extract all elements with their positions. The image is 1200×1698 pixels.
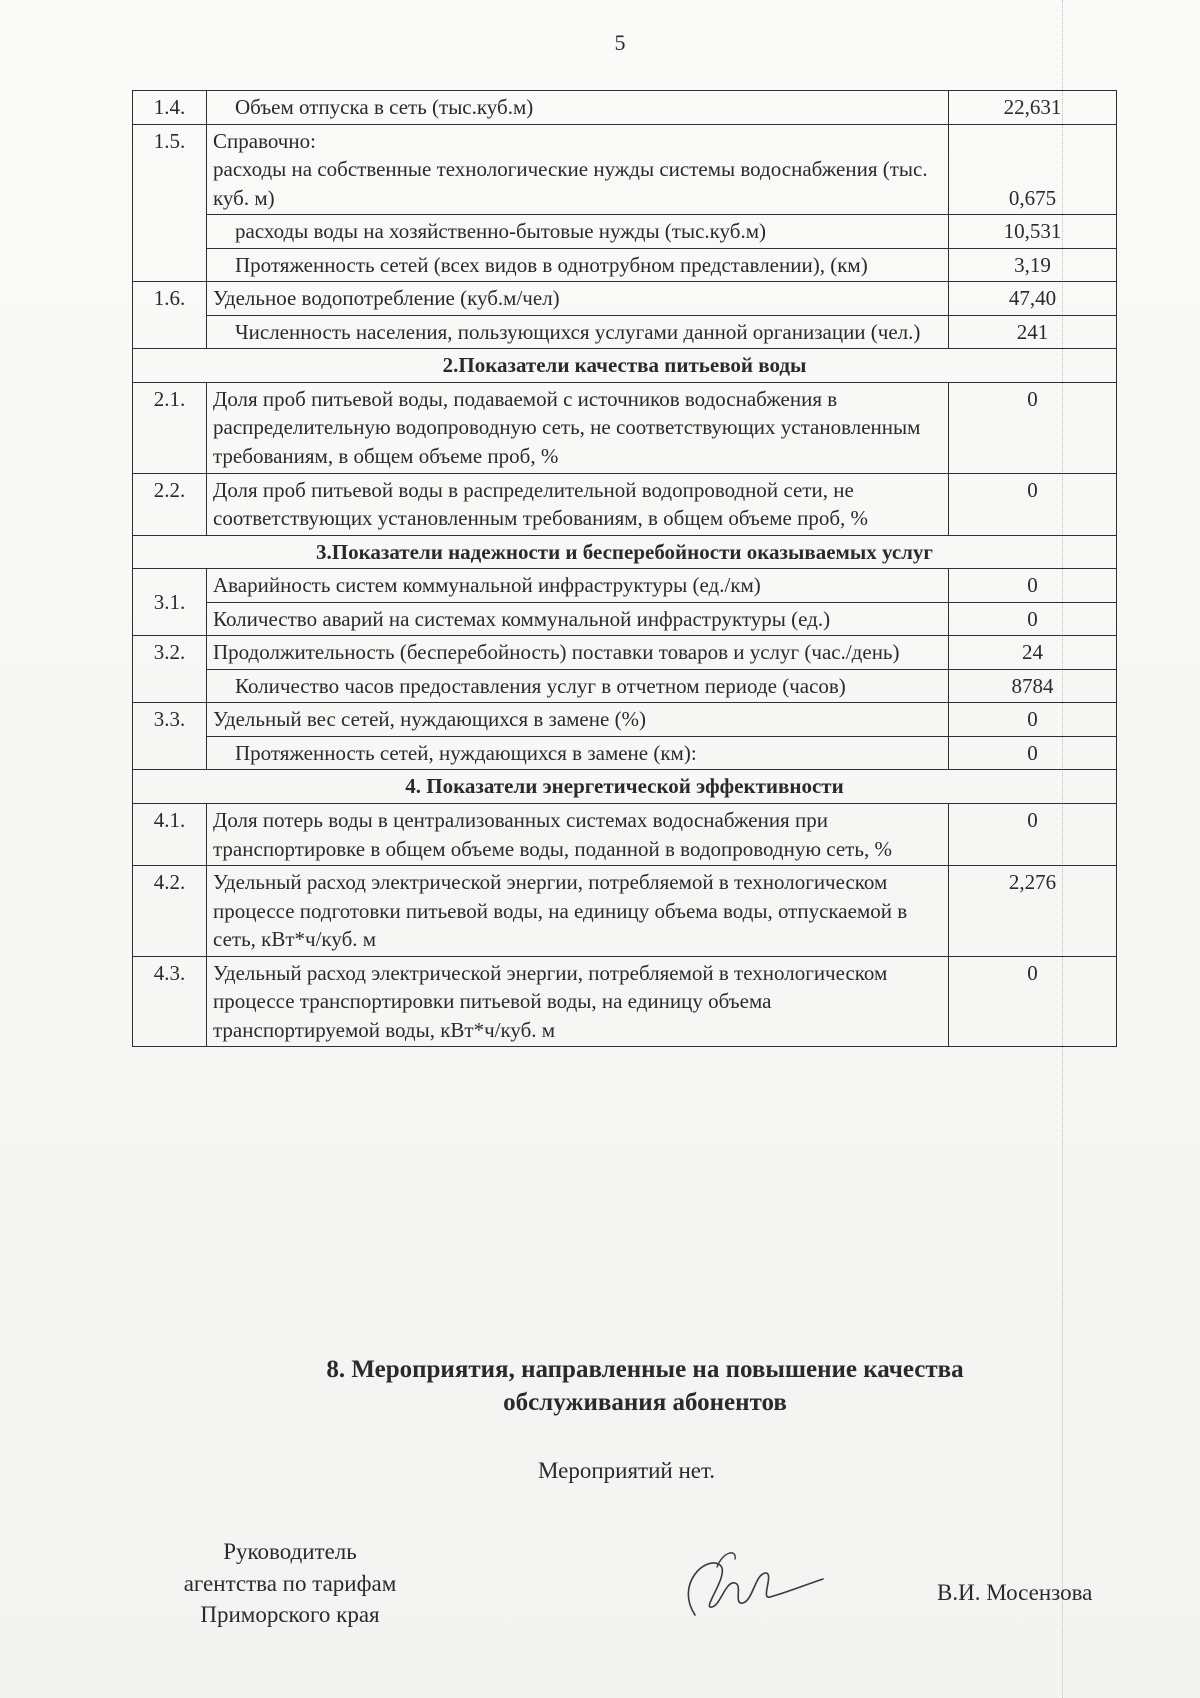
signer-name: В.И. Мосензова: [937, 1580, 1093, 1605]
table-row: [133, 956, 1117, 1047]
table-row: [133, 124, 1117, 215]
table-row: [133, 866, 1117, 957]
row-text: Удельный расход электрической энергии, потребляемой в технологическом процессе подготовки питьевой воды, на единицу объема воды, отпускаемой в сеть, кВт*ч/куб. м: [207, 866, 949, 957]
row-value: 8784: [949, 669, 1117, 703]
section-8-text: Мероприятий нет.: [538, 1458, 716, 1483]
row-text: Продолжительность (бесперебойность) поставки товаров и услуг (час./день): [207, 636, 949, 670]
row-text: Удельный вес сетей, нуждающихся в замене (%): [207, 703, 949, 737]
row-text: Справочно: расходы на собственные технологические нужды системы водоснабжения (тыс. куб. м): [207, 124, 949, 215]
row-text: Доля проб питьевой воды в распределительной водопроводной сети, не соответствующих установленным требованиям, в общем объеме проб, %: [207, 473, 949, 535]
row-number: 1.4.: [133, 91, 207, 125]
row-number: 4.3.: [133, 956, 207, 1047]
table-row: [133, 569, 1117, 603]
row-value: 0: [949, 736, 1117, 770]
row-value: 0: [949, 804, 1117, 866]
row-number: 3.1.: [133, 569, 207, 636]
section-title: 3.Показатели надежности и бесперебойности оказываемых услуг: [133, 535, 1117, 569]
row-value: 2,276: [949, 866, 1117, 957]
row-value: 0: [949, 382, 1117, 473]
page-number: 5: [614, 30, 626, 55]
row-text: Аварийность систем коммунальной инфраструктуры (ед./км): [207, 569, 949, 603]
handwritten-signature-icon: [665, 1545, 825, 1625]
row-number: 1.6.: [133, 282, 207, 349]
row-text: Удельное водопотребление (куб.м/чел): [207, 282, 949, 316]
table-row: [133, 91, 1117, 125]
table-row: [133, 669, 1117, 703]
signer-title-line-2: агентства по тарифам: [183, 1570, 397, 1596]
row-value: 47,40: [949, 282, 1117, 316]
table-row: [133, 602, 1117, 636]
row-text: Доля проб питьевой воды, подаваемой с источников водоснабжения в распределительную водопроводную сеть, не соответствующих установленным требованиям, в общем объеме проб, %: [207, 382, 949, 473]
row-value: 0: [949, 473, 1117, 535]
table-row: [133, 215, 1117, 249]
section-row: [133, 349, 1117, 383]
table-row: [133, 736, 1117, 770]
row-text: Количество часов предоставления услуг в отчетном периоде (часов): [207, 669, 949, 703]
row-text: Протяженность сетей (всех видов в однотрубном представлении), (км): [207, 248, 949, 282]
section-row: [133, 535, 1117, 569]
row-text: Протяженность сетей, нуждающихся в замене (км):: [207, 736, 949, 770]
signer-title-line-1: Руководитель: [223, 1539, 357, 1564]
row-number: 3.2.: [133, 636, 207, 703]
row-value: 0: [949, 703, 1117, 737]
row-number: 1.5.: [133, 124, 207, 282]
row-value: 241: [949, 315, 1117, 349]
row-text: Количество аварий на системах коммунальной инфраструктуры (ед.): [207, 602, 949, 636]
indicators-table: [132, 90, 1117, 1047]
row-value: 0: [949, 956, 1117, 1047]
table-row: [133, 636, 1117, 670]
row-value: 3,19: [949, 248, 1117, 282]
row-value: 0: [949, 602, 1117, 636]
row-text: Объем отпуска в сеть (тыс.куб.м): [207, 91, 949, 125]
row-text: Доля потерь воды в централизованных системах водоснабжения при транспортировке в общем объеме воды, поданной в водопроводную сеть, %: [207, 804, 949, 866]
table-row: [133, 804, 1117, 866]
row-value: 10,531: [949, 215, 1117, 249]
table-row: [133, 315, 1117, 349]
signer-title: [150, 1536, 430, 1631]
row-text: Численность населения, пользующихся услугами данной организации (чел.): [207, 315, 949, 349]
row-number: 2.1.: [133, 382, 207, 473]
section-row: [133, 770, 1117, 804]
row-text: расходы воды на хозяйственно-бытовые нужды (тыс.куб.м): [207, 215, 949, 249]
section-title: 2.Показатели качества питьевой воды: [133, 349, 1117, 383]
table-row: [133, 473, 1117, 535]
row-text: Удельный расход электрической энергии, потребляемой в технологическом процессе транспортировки питьевой воды, на единицу объема транспортируемой воды, кВт*ч/куб. м: [207, 956, 949, 1047]
section-8-heading: [250, 1354, 1040, 1419]
signer-title-line-3: Приморского края: [200, 1602, 380, 1628]
row-value: 0: [949, 569, 1117, 603]
row-number: 4.1.: [133, 804, 207, 866]
section-8-heading-line-2: обслуживания абонентов: [503, 1388, 787, 1416]
row-number: 3.3.: [133, 703, 207, 770]
table-row: [133, 282, 1117, 316]
row-number: 4.2.: [133, 866, 207, 957]
row-value: 0,675: [949, 124, 1117, 215]
section-title: 4. Показатели энергетической эффективности: [133, 770, 1117, 804]
table-row: [133, 248, 1117, 282]
row-value: 22,631: [949, 91, 1117, 125]
table-row: [133, 382, 1117, 473]
row-value: 24: [949, 636, 1117, 670]
table-row: [133, 703, 1117, 737]
row-number: 2.2.: [133, 473, 207, 535]
section-8-heading-line-1: 8. Мероприятия, направленные на повышение качества: [326, 1356, 964, 1383]
